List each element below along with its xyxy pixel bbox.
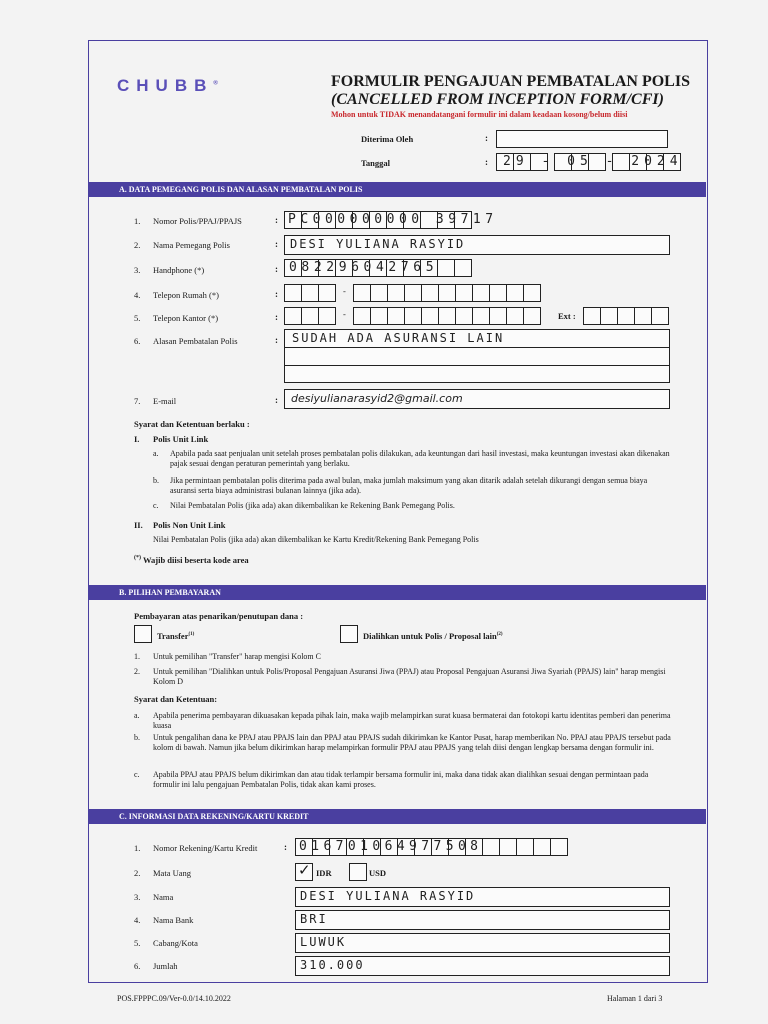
bank-name-label: Nama Bank [153, 915, 194, 925]
office-phone-label: Telepon Kantor (*) [153, 313, 219, 323]
unit-link-term-c: Nilai Pembatalan Polis (jika ada) akan dikembalikan ke Rekening Bank Pemegang Polis. [170, 501, 455, 510]
email-label: E-mail [153, 396, 177, 406]
ext-field[interactable] [583, 307, 668, 325]
redirect-label: Dialihkan untuk Polis / Proposal lain$^{(2)}$ [363, 631, 503, 641]
date-label: Tanggal [361, 158, 390, 168]
account-number-label: Nomor Rekening/Kartu Kredit [153, 843, 258, 853]
ext-label: Ext : [558, 311, 576, 321]
amount-label: Jumlah [153, 961, 178, 971]
holder-name-label: Nama Pemegang Polis [153, 240, 230, 250]
unit-link-term-a: Apabila pada saat penjualan unit setelah proses pembatalan polis dilakukan, ada keuntungan dari hasil investasi, maka keuntungan investasi akan dikenakan pajak sesuai dengan peraturan pemerintah yang berlaku. [170, 449, 670, 468]
usd-checkbox[interactable] [349, 863, 367, 881]
received-by-label: Diterima Oleh [361, 134, 414, 144]
warning-text: Mohon untuk TIDAK menandatangani formulir ini dalam keadaan kosong/belum diisi [331, 110, 628, 119]
reason-label: Alasan Pembatalan Polis [153, 336, 238, 346]
non-unit-link-title: Polis Non Unit Link [153, 520, 226, 530]
home-phone-label: Telepon Rumah (*) [153, 290, 219, 300]
branch-city-label: Cabang/Kota [153, 938, 198, 948]
home-phone-number-field[interactable] [353, 284, 540, 302]
payment-note-1: Untuk pemilihan "Transfer" harap mengisi Kolom C [153, 652, 321, 661]
required-note: (*) Wajib diisi beserta kode area [134, 555, 249, 565]
home-phone-area-field[interactable] [284, 284, 335, 302]
account-name-label: Nama [153, 892, 174, 902]
payment-term-a: Apabila penerima pembayaran dikuasakan kepada pihak lain, maka wajib melampirkan surat kuasa bermaterai dan fotokopi kartu identitas pemberi dan penerima kuasa [153, 711, 671, 730]
page-number: Halaman 1 dari 3 [607, 994, 663, 1003]
payment-terms-title: Syarat dan Ketentuan: [134, 694, 218, 704]
policy-number-value: PC000000000 39717 [288, 212, 498, 227]
usd-label: USD [369, 868, 387, 878]
branch-city-value: LUWUK [300, 935, 347, 949]
chubb-logo: CHUBB® [117, 76, 218, 95]
bank-name-value: BRI [300, 912, 328, 926]
section-b-header: B. PILIHAN PEMBAYARAN [89, 585, 706, 600]
payment-term-c: Apabila PPAJ atau PPAJS belum dikirimkan dan atau tidak terlampir bersama formulir ini, maka dana tidak akan dialihkan sesuai dengan permintaan pada formulir ini lalu pengajuan Pembatalan Polis, tidak akan kami proses. [153, 770, 649, 789]
unit-link-title: Polis Unit Link [153, 434, 209, 444]
form-subtitle: (CANCELLED FROM INCEPTION FORM/CFI) [331, 91, 664, 108]
account-number-value: 016701064977508 [299, 839, 483, 854]
payment-term-b: Untuk pengalihan dana ke PPAJ atau PPAJS lain dan PPAJ atau PPAJS sudah dikirimkan ke Kantor Pusat, harap memberikan No. PPAJ atau PPAJS tersebut pada kolom di bawah. Namun jika belum dikirimkan harap melampirkan formulir PPAJ atau PPAJS yang telah diisi dengan lengkap bersama dengan formulir ini. [153, 733, 671, 752]
date-value: 29 - 05 - 2024 [503, 154, 683, 169]
transfer-checkbox[interactable] [134, 625, 152, 643]
currency-label: Mata Uang [153, 868, 192, 878]
idr-label: IDR [316, 868, 332, 878]
idr-check-mark: ✓ [298, 861, 311, 879]
unit-link-term-b: Jika permintaan pembatalan polis diterima pada awal bulan, maka jumlah maksimum yang akan ditarik adalah setelah dikurangi dengan semua biaya asuransi serta biaya administrasi bulanan lainnya (jika ada). [170, 476, 648, 495]
handphone-label: Handphone (*) [153, 265, 205, 275]
form-code: POS.FPPPC.09/Ver-0.0/14.10.2022 [117, 994, 231, 1003]
policy-number-label: Nomor Polis/PPAJ/PPAJS [153, 216, 242, 226]
handphone-value: 082296042765 [289, 260, 439, 275]
office-phone-number-field[interactable] [353, 307, 540, 325]
received-by-field[interactable] [496, 130, 668, 148]
payment-question: Pembayaran atas penarikan/penutupan dana : [134, 611, 304, 621]
form-title: FORMULIR PENGAJUAN PEMBATALAN POLIS [331, 73, 690, 90]
payment-note-2: Untuk pemilihan "Dialihkan untuk Polis/Proposal Pengajuan Asuransi Jiwa (PPAJ) atau Proposal Pengajuan Asuransi Jiwa Syariah (PPAJS) lain" harap mengisi Kolom D [153, 667, 666, 686]
non-unit-link-text: Nilai Pembatalan Polis (jika ada) akan dikembalikan ke Kartu Kredit/Rekening Bank Pemegang Polis [153, 535, 479, 544]
section-c-header: C. INFORMASI DATA REKENING/KARTU KREDIT [89, 809, 706, 824]
terms-title: Syarat dan Ketentuan berlaku : [134, 419, 250, 429]
amount-value: 310.000 [300, 958, 365, 972]
redirect-checkbox[interactable] [340, 625, 358, 643]
holder-name-value: DESI YULIANA RASYID [290, 237, 466, 251]
office-phone-area-field[interactable] [284, 307, 335, 325]
account-name-value: DESI YULIANA RASYID [300, 889, 476, 903]
bank-name-field[interactable] [295, 910, 670, 930]
branch-city-field[interactable] [295, 933, 670, 953]
reason-value: SUDAH ADA ASURANSI LAIN [292, 331, 505, 345]
transfer-label: Transfer$^{(1)}$ [157, 631, 195, 641]
section-a-header: A. DATA PEMEGANG POLIS DAN ALASAN PEMBATALAN POLIS [89, 182, 706, 197]
email-value: desiyulianarasyid2@gmail.com [291, 392, 463, 405]
